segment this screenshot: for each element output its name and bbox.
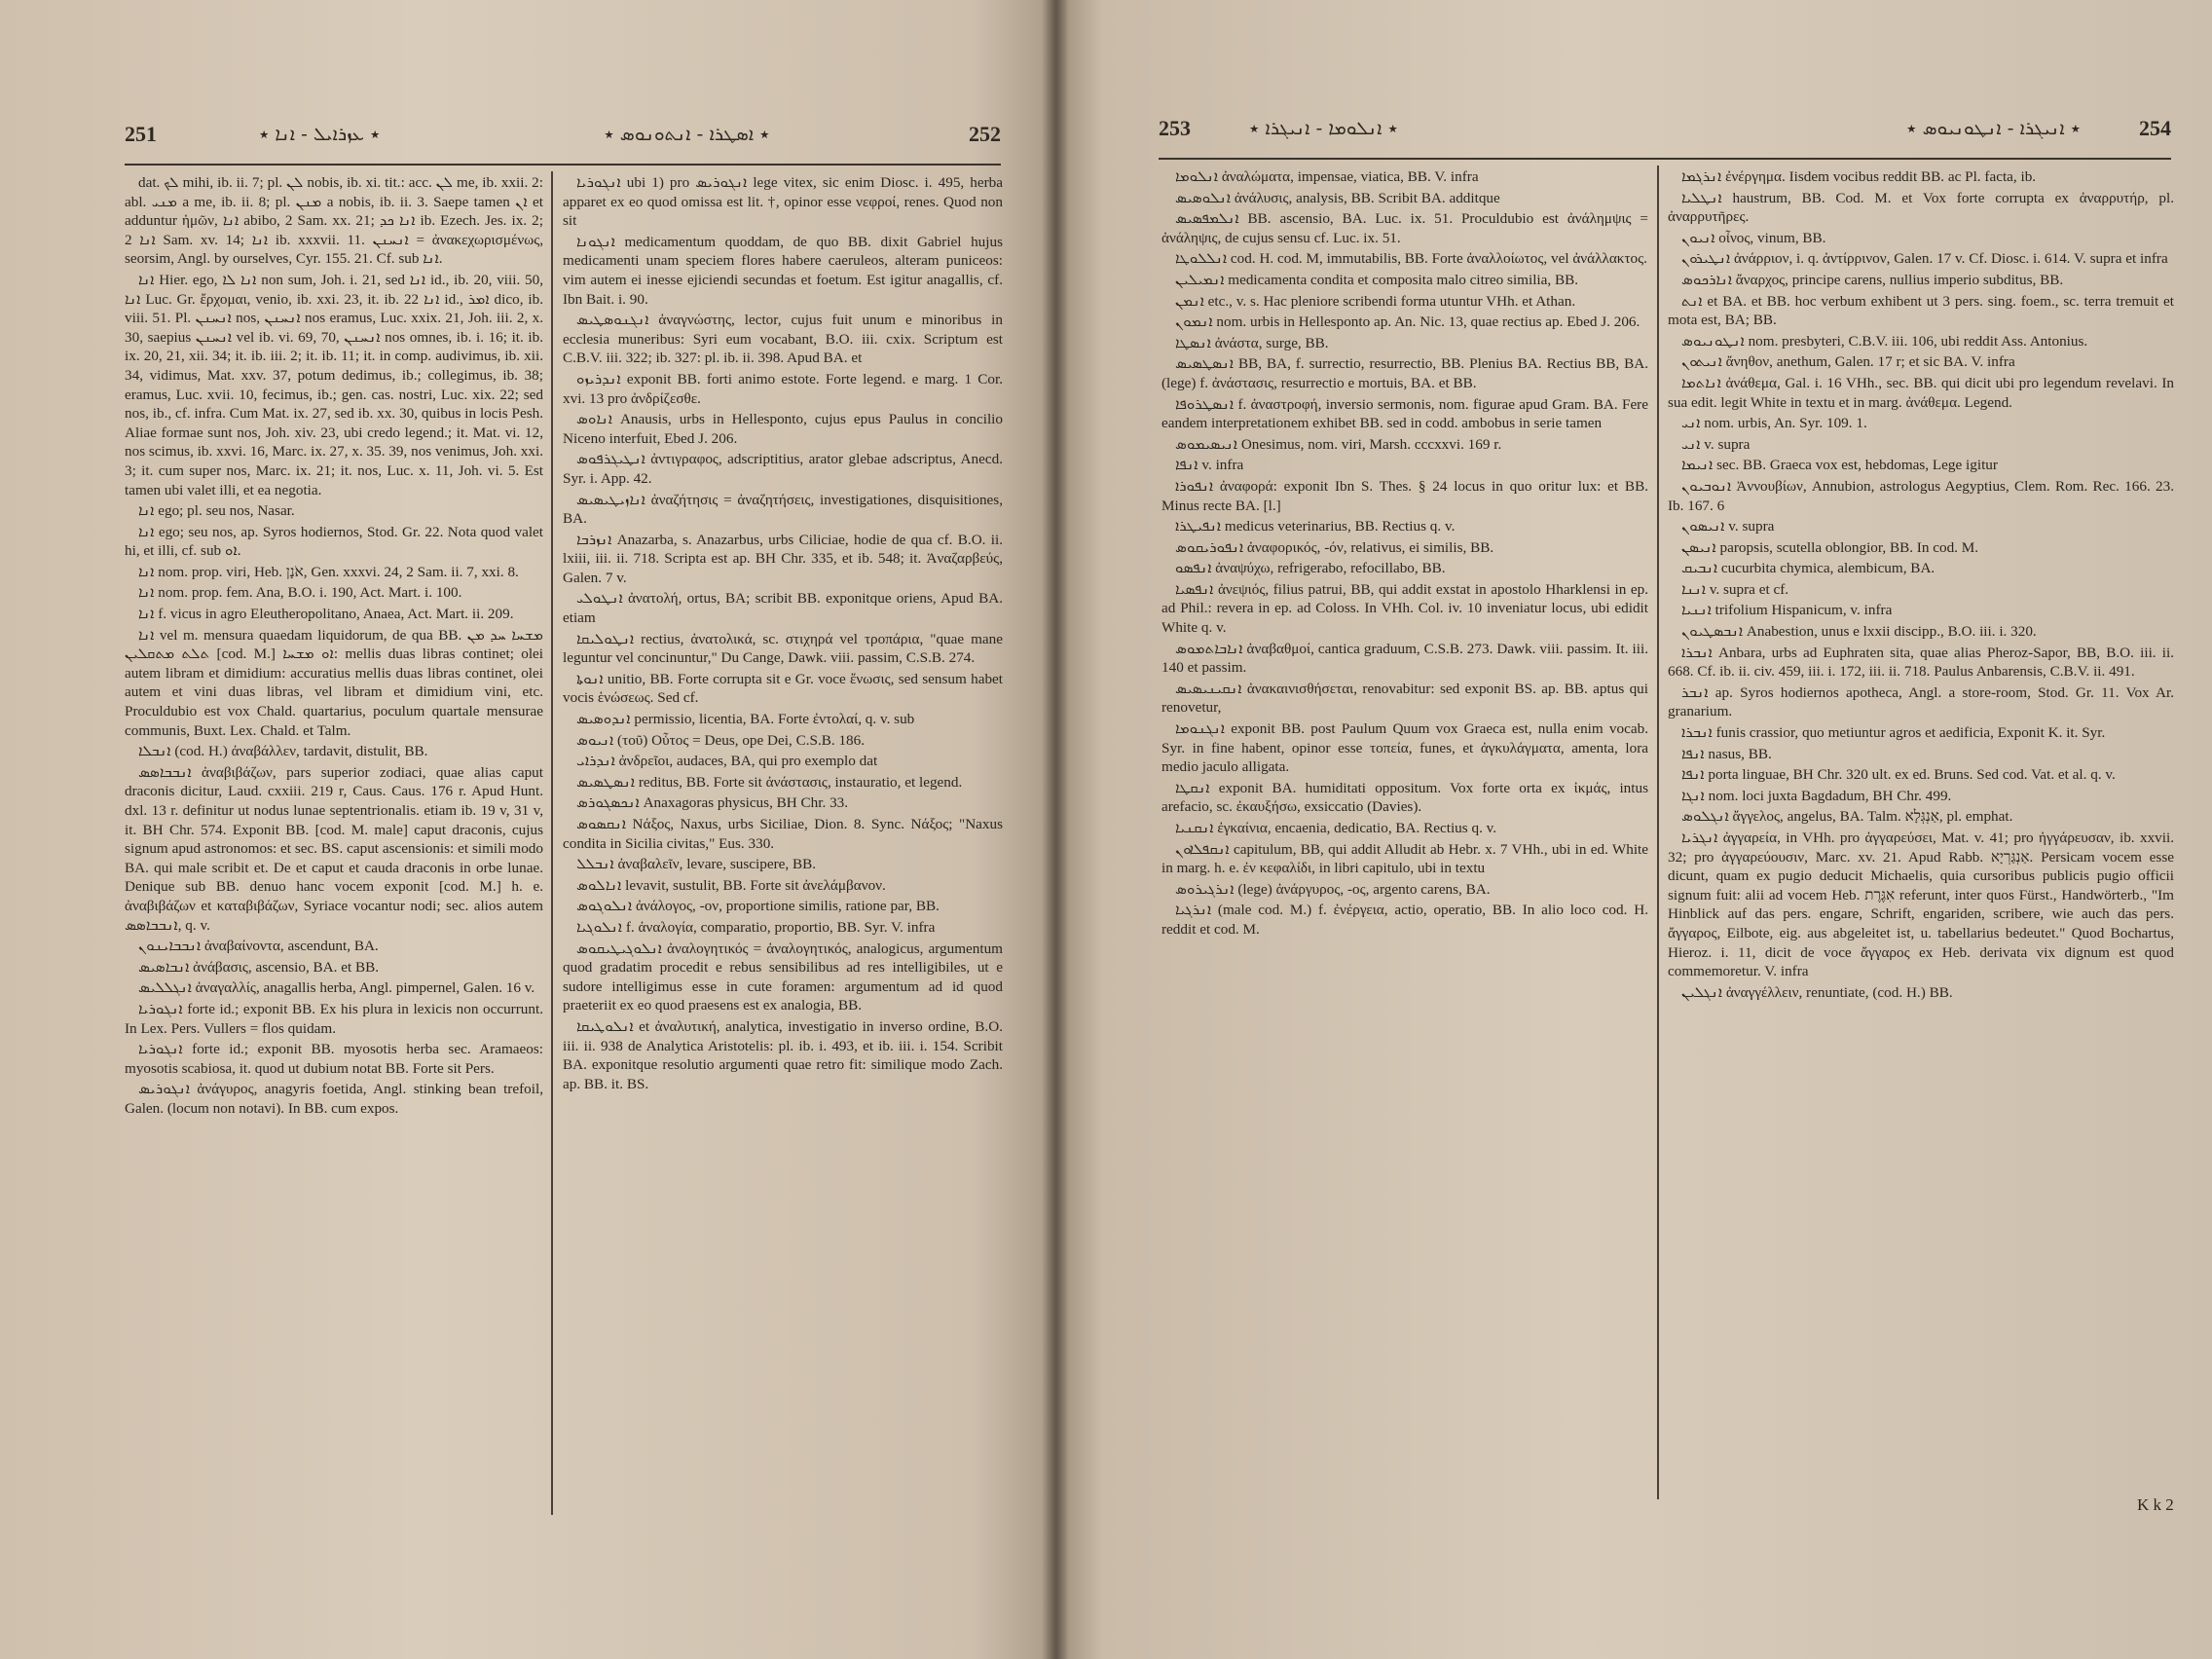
entry: ܐܢܓܘܪܝܐ forte id.; exponit BB. Ex his plura in lexicis non occurrunt. In Lex. Pers. Vullers = flos quidam. bbox=[125, 1000, 543, 1037]
entry: ܐܢܐ ego; seu nos, ap. Syros hodiernos, Stod. Gr. 22. Nota quod valet hi, et illi, cf. sub ܐܘ. bbox=[125, 523, 543, 560]
entry: ܐܢܡܘܢ nom. urbis in Hellesponto ap. An. Nic. 13, quae rectius ap. Ebed J. 206. bbox=[1175, 313, 1641, 331]
entry: ܐܢܛܠܝܐ haustrum, BB. Cod. M. et Vox forte corrupta ex ἀναρρυτήρ, pl. ἀναρρυτῆρες. bbox=[1668, 189, 2174, 226]
entry: ܐܢܦܐ v. infra bbox=[1175, 457, 1244, 474]
entry: ܐܢܣܛܣܝܣ BB, BA, f. surrectio, resurrectio, BB. Plenius BA. Rectius BB, BA. (lege) f. ἀνάστασις, resurrectio e mortuis, BA. et BB. bbox=[1161, 355, 1648, 391]
entry: ܐܢܒܠܠ ἀναβαλεῖν, levare, suscipere, BB. bbox=[576, 856, 817, 873]
entry: ܐܢܓܠܘܣ ἄγγελος, angelus, BA. Talm. אַנְגְּלָא, pl. emphat. bbox=[1681, 808, 2013, 826]
entry: ܐܢܝܘܢ οἶνος, vinum, BB. bbox=[1681, 229, 1826, 246]
entry: ܐܢܬ et BA. et BB. hoc verbum exhibent ut 3 pers. sing. foem., sc. terra tremuit et mota est, BA; BB. bbox=[1668, 292, 2174, 329]
entry: ܐܢܝܣܝܡܘܣ Onesimus, nom. viri, Marsh. cccxxvi. 169 r. bbox=[1175, 435, 1502, 453]
entry: ܐܢܠܘܣܝܣ ἀνάλυσις, analysis, BB. Scribit BA. additque bbox=[1175, 189, 1500, 206]
column-divider bbox=[551, 171, 553, 1515]
entry: ܐܢܦܣܘ ἀναψύχω, refrigerabo, refocillabo, BB. bbox=[1175, 560, 1446, 577]
entry: ܐܢܓܘܢܐ medicamentum quoddam, de quo BB. dixit Gabriel hujus medicamenti unam speciem flores habere caeruleos, alteram puniceos: vim autem ei inesse ejiciendi secundas et foetum. Est igitur anagallis, cf. Ibn Bait. i. 90. bbox=[563, 233, 1003, 308]
entry: ܐܢܠܘܓܝܛܝܩܘܣ ἀναλογητικός = ἀναλογητικός, analogicus, argumentum quod gradatim procedit e rebus sensibilibus ad res intelligibiles, ut e sudore intelligimus esse in cute foramen: argumentum ad id quod praeteriit ex eo quod praesens est ex analogia, BB. bbox=[563, 940, 1003, 1014]
text-column bbox=[125, 173, 543, 1523]
text-column bbox=[563, 173, 1003, 1523]
entry: ܐܢܓܘܪܝܐ ubi 1) pro ܐܢܓܘܪܝܣ lege vitex, sic enim Diosc. i. 495, herba apparet ex eo quod omissa est lit. †, opinor esse νεφροί, renes. Quod non sit bbox=[563, 174, 1003, 230]
entry: ܐܢܐܪܟܘܣ ἄναρχος, principe carens, nullius imperio subditus, BB. bbox=[1681, 271, 2064, 288]
entry: ܐܢܪܓܡܐ ἐνέργημα. Iisdem vocibus reddit BB. ac Pl. facta, ib. bbox=[1681, 168, 2037, 185]
entry: ܐܢܐ ego; pl. seu nos, Nasar. bbox=[138, 502, 295, 520]
entry: ܐܢܟܣܓܘܪܣ Anaxagoras physicus, BH Chr. 33. bbox=[576, 794, 849, 812]
entry: dat. ܠܟ mihi, ib. ii. 7; pl. ܠܢ nobis, ib. xi. tit.: acc. ܠܢ me, ib. xxii. 2: abl. ܡܢܝ a me, ib. ii. 8; pl. ܡܢܢ a nobis, ib. ii. 3. Saepe tamen ܐܢ et adduntur ἡμῶν, ܐܢܐ abibo, 2 Sam. xx. 21; ܐܢܐ ܟܕ ib. Ezech. Jes. ix. 2; ܐܢܐ 2 Sam. xv. 14; ܐܢܐ ib. xxxvii. 11. ܐܢܚܢܢ = ἀνακεχωρισμένως, seorsim, Angl. by ourselves, Cyr. 155. 21. Cf. sub ܐܢܐ. bbox=[125, 174, 543, 268]
entry: ܐܢܦܝܛܪܐ medicus veterinarius, BB. Rectius q. v. bbox=[1175, 518, 1456, 535]
entry: ܐܢܓܐ nom. loci juxta Bagdadum, BH Chr. 499. bbox=[1681, 787, 1952, 804]
text-column bbox=[1161, 167, 1648, 1523]
entry: ܐܢܓܢܘܡܐ exponit BB. post Paulum Quum vox Graeca est, nulla enim vocab. Syr. in fine habent, opinor esse τοπεία, funes, et ἀγκυλάγματα, amenta, lora medio jaculo alligata. bbox=[1161, 720, 1648, 776]
entry: ܐܢܦܘܪܝܩܘܣ ἀναφορικός, -όν, relativus, ei similis, BB. bbox=[1175, 538, 1494, 556]
right-page bbox=[1056, 0, 2212, 1659]
entry: ܐܢܝܣܢ paropsis, scutella oblongior, BB. In cod. M. bbox=[1681, 538, 1979, 556]
page-number: 251 bbox=[125, 122, 157, 146]
book-gutter bbox=[1042, 0, 1069, 1659]
entry: ܐܢܐܠܘܣ levavit, sustulit, BB. Forte sit ἀνελάμβανον. bbox=[576, 876, 886, 894]
entry: ܐܢܩܝܢܝܣܝܣ ἀνακαινισθήσεται, renovabitur: sed exponit BS. ap. BB. aptus qui renovetur, bbox=[1161, 680, 1648, 717]
entry: ܐܢܙܪܒܐ Anazarba, s. Anazarbus, urbs Ciliciae, hodie de qua cf. B.O. ii. lxiii, iii. ii. 718. Scripta est ap. BH Chr. 335, et ib. 548; it. Ἀναζαρβεύς, Galen. 7 v. bbox=[563, 531, 1003, 586]
entry: ܐܢܐ Hier. ego, ܐܢܐ ܠܐ non sum, Joh. i. 21, sed ܐܢܐ id., ib. 20, viii. 50, ܐܢܐ Luc. Gr. ἔρχομαι, venio, ib. xxi. 23, it. ib. 22 ܐܢܐ id., ܐܡܪ dico, ib. viii. 51. Pl. ܐܢܚܢܢ nos, ܐܢܚܢܢ nos eramus, Luc. xxix. 21, Joh. iii. 2, x. 30, saepius ܐܢܚܢܢ vel ib. vi. 69, 70, ܐܢܚܢܢ nos omnes, ib. i. 16; it. ib. ix. 20, 21, xii. 34; it. ib. iii. 2; it. ib. 11; it. in comp. audivimus, ib. xii. 34, vidimus, Mat. xxv. 37, potum dedimus, ib.; collegimus, ib. 38; eramus, Luc. xvii. 10, fecimus, ib.; gen. cas. nostri, Luc. xix. 22; sed nos, ib., cf. infra. Cum Mat. ix. 27, sed ib. xx. 30, quibus in locis Pesh. Aliae formae sunt nos, Joh. xiv. 23, ubi credo legend.; it. Mat. vi. 12, nos scimus, ib. xxvi. 16, Marc. ix. 27, x. 35. 39, nos venimus, Joh. xxi. 3; it. cum super nos, Marc. ix. 21; it. nos, Luc. x. 11, Joh. vi. 5. Est tamen ubi valet illi, et ea negotia. bbox=[125, 271, 543, 498]
entry: ܐܢܝ nom. urbis, An. Syr. 109. 1. bbox=[1681, 415, 1867, 432]
signature-mark: K k 2 bbox=[2137, 1495, 2174, 1514]
entry: ܐܢܢܝܐ trifolium Hispanicum, v. infra bbox=[1681, 602, 1893, 619]
entry: ܐܢܒܒܐܝܢܘܢ ἀναβαίνοντα, ascendunt, BA. bbox=[138, 938, 379, 955]
entry: ܐܢܝܘܣ (τοῦ) Οὗτος = Deus, ope Dei, C.S.B. 186. bbox=[576, 731, 866, 749]
entry: ܐܢܒܐܣܝܣ ἀνάβασις, ascensio, BA. et BB. bbox=[138, 958, 380, 976]
entry: ܐܢܘܬܐ unitio, BB. Forte corrupta sit e Gr. voce ἕνωσις, sed sensum habet vocis ἑνώσεως. Sed cf. bbox=[563, 670, 1003, 707]
entry: ܐܢܝܬܘܢ ἄνηθον, anethum, Galen. 17 r; et sic BA. V. infra bbox=[1681, 353, 2015, 371]
entry: ܐܢܓܠܝܢ ἀναγγέλλειν, renuntiate, (cod. H.) BB. bbox=[1681, 983, 1953, 1001]
entry: ܐܢܒܒܐܣܣ ἀναβιβάζων, pars superior zodiaci, quae alias caput draconis dicitur, Laud. cxxiii. 219 r, Caus. Caus. 176 r. Apud Hunt. dxl. 13 r. definitur ut nodus lunae septentrionalis. etiam ib. 19 v, 31 v, it. BH Chr. 574. Exponit BB. [cod. M. male] caput draconis, cujus signum apud astronomos: et sec. BS. caput ascensionis: et simili modo BA. qui male scribit et. De et caput et cauda draconis in orbe lunae. Denique sub BB. denuo hanc vocem exponit [cod. M.] h. e. ἀναβιβάζων et καταβιβάζων, Syriace vocantur nodi; sec. alios autem ܐܢܒܒܐܣܣ, q. v. bbox=[125, 763, 543, 934]
right-page-header bbox=[1159, 109, 2171, 148]
entry: ܐܢܛܘܠܝ ἀνατολή, ortus, BA; scribit BB. exponitque oriens, Apud BA. etiam bbox=[563, 590, 1003, 627]
page-number: 252 bbox=[969, 122, 1001, 146]
entry: ܐܢܡܝܠܝܢ medicamenta condita et composita malo citreo similia, BB. bbox=[1175, 271, 1579, 288]
entry: ܐܢܩܢܝܐ ἐγκαίνια, encaenia, dedicatio, BA. Rectius q. v. bbox=[1175, 820, 1497, 836]
entry: ܐܢܩܛܐ exponit BA. humiditati oppositum. Vox forte orta ex ἰκμάς, intus arefacio, sc. ἐκαυξήσω, exsiccatio (Davies). bbox=[1161, 779, 1648, 816]
entry: ܐܢܡܢ etc., v. s. Hac pleniore scribendi forma utuntur VHh. et Athan. bbox=[1175, 292, 1576, 310]
entry: ܐܢܒܝܩ cucurbita chymica, alembicum, BA. bbox=[1681, 560, 1936, 577]
entry: ܐܢܝܡܐ sec. BB. Graeca vox est, hebdomas, Lege igitur bbox=[1681, 457, 1998, 474]
running-head: ٭ ܐܢܠܘܡܐ - ܐܢܝܓܪܐ ٭ bbox=[1249, 118, 1398, 139]
entry: ܐܢܪܓܝܐ (male cod. M.) f. ἐνέργεια, actio, operatio, BB. In alio loco cod. H. reddit et cod. M. bbox=[1161, 902, 1648, 938]
entry: ܐܢܓܠܠܝܣ ἀναγαλλίς, anagallis herba, Angl. pimpernel, Galen. 16 v. bbox=[138, 979, 535, 997]
entry: ܐܢܣܛܪܘܦܐ f. ἀναστροφή, inversio sermonis, nom. figurae apud Gram. BA. Fere eandem interpretationem exhibet BB. sed in codd. ambobus in serie tamen bbox=[1161, 395, 1648, 432]
entry: ܐܢܕܪܝܙܘ exponit BB. forti animo estote. Forte legend. e marg. 1 Cor. xvi. 13 pro ἀνδρίζεσθε. bbox=[563, 370, 1003, 407]
entry: ܐܢܓܪܝܐ ἀγγαρεία, in VHh. pro ἀγγαρεύσει, Mat. v. 41; pro ἠγγάρευσαν, ib. xxvii. 32; pro ἀγγαρεύουσιν, Marc. xv. 21. Apud Rabb. אַנְגַּרְיָא. Persicam vocem esse dicunt, quam ex pugio deducit Michaelis, quia cursoribus publicis pugio officii signum fuit: alii ad vocem Heb. אִגֶּרֶת referunt, inter quos Fürst., Handwörterb., "Im Hinblick auf das pers. engare, Schrift, engariden, scribere, wie auch das pers. ἄγγαρος, Eilbote, eig. aus abgeleitet ist, u. tabellarius bedeutet." Quod Bochartus, Hieroz. i. 11, dicit de voce ἄγγαρος ex Heb. derivata vix dignum est quod commemoretur. V. infra bbox=[1668, 830, 2174, 980]
entry: ܐܢܒܠܐ (cod. H.) ἀναβάλλεν, tardavit, distulit, BB. bbox=[138, 743, 428, 760]
left-page bbox=[0, 0, 1056, 1659]
left-page-header bbox=[125, 115, 1001, 154]
header-rule bbox=[1159, 158, 2171, 160]
page-number: 254 bbox=[2139, 116, 2171, 140]
entry: ܐܢܐ nom. prop. fem. Ana, B.O. i. 190, Act. Mart. i. 100. bbox=[138, 584, 462, 602]
running-head: ٭ ܥܙܪܐܝܠ - ܐܢܐ ٭ bbox=[259, 124, 381, 145]
entry: ܐܢܛܝܪܘܢ ἀνάρριον, i. q. ἀντίρρινον, Galen. 17 v. Cf. Diosc. i. 614. V. supra et infra bbox=[1681, 250, 2168, 268]
running-head: ٭ ܐܣܛܪܐ - ܐܢܬܘܢܘܣ ٭ bbox=[604, 124, 770, 145]
running-head: ٭ ܐܢܝܓܪܐ - ܐܢܛܘܢܝܘܣ ٭ bbox=[1906, 118, 2081, 139]
entry: ܐܢܦܘܪܐ ἀναφορά: exponit Ibn S. Thes. § 24 locus in quo oritur lux: et BB. Minus recte BA. [l.] bbox=[1161, 477, 1648, 514]
entry: ܐܢܘܒܝܘܢ Ἀννουβίων, Annubion, astrologus Aegyptius, Clem. Rom. Rec. 166. 23. Ib. 167. 6 bbox=[1668, 477, 2174, 514]
entry: ܐܢܓܘܪܝܐ forte id.; exponit BB. myosotis herba sec. Aramaeos: myosotis scabiosa, it. quod ut dubium notat BB. Forte sit Pers. bbox=[125, 1041, 543, 1077]
entry: ܐܢܦܐ porta linguae, BH Chr. 320 ult. ex ed. Bruns. Sed cod. Vat. et al. q. v. bbox=[1681, 766, 2116, 784]
entry: ܐܢܛܘܢܝܘܣ nom. presbyteri, C.B.V. iii. 106, ubi reddit Ass. Antonius. bbox=[1681, 332, 2088, 350]
entry: ܐܢܠܘܛܝܩܐ et ἀναλυτική, analytica, investigatio in inverso ordine, B.O. iii. ii. 938 de Analytica Aristotelis: pl. ib. i. 493, et ib. iii. i. 154. Scribit BA. exponitque resolutio argumenti quae retro fit: similique modo Zach. ap. BB. it. BS. bbox=[563, 1017, 1003, 1092]
entry: ܐܢܐܘܣ Anausis, urbs in Hellesponto, cujus epus Paulus in concilio Niceno interfuit, Ebed J. 206. bbox=[563, 411, 1003, 447]
entry: ܐܢܩܣܘܣ Νάξος, Naxus, urbs Siciliae, Dion. 8. Sync. Νάξος; "Naxus condita in Sicilia civitas," Eus. 330. bbox=[563, 816, 1003, 852]
entry: ܐܢܐܙܝܛܝܣܝܣ ἀναζήτησις = ἀναζητήσεις, investigationes, disquisitiones, BA. bbox=[563, 491, 1003, 528]
entry: ܐܢܠܘܓܝܐ f. ἀναλογία, comparatio, proportio, BB. Syr. V. infra bbox=[576, 918, 936, 936]
entry: ܐܢܠܡܦܣܝܣ BB. ascensio, BA. Luc. ix. 51. Proculdubio est ἀνάλημψις = ἀνάληψις, de cujus sensu cf. Luc. ix. 51. bbox=[1161, 210, 1648, 246]
entry: ܐܢܐܬܡܐ ἀνάθεμα, Gal. i. 16 VHh., sec. BB. qui dicit ubi pro legendum revelavi. In sua edit. legit White in textu et in marg. ἀνάθεμα. Legend. bbox=[1668, 374, 2174, 411]
entry: ܐܢܣܛܣܝܣ reditus, BB. Forte sit ἀνάστασις, instauratio, et legend. bbox=[576, 773, 963, 791]
entry: ܐܢܣܛܐ ἀνάστα, surge, BB. bbox=[1175, 334, 1329, 351]
entry: ܐܢܦܣܝܐ ἀνεψιός, filius patrui, BB, qui addit exstat in apostolo Hharklensi in ep. ad Phil.: revera in ep. ad Coloss. In VHh. Col. iv. 10 inveniatur locus, ubi edidit White q. v. bbox=[1161, 580, 1648, 637]
entry: ܐܢܠܠܘܛܐ cod. H. cod. M, immutabilis, BB. Forte ἀναλλοίωτος, vel ἀνάλλακτος. bbox=[1175, 250, 1647, 268]
entry: ܐܢܐܒܐܬܡܘܣ ἀναβαθμοί, cantica graduum, C.S.B. 273. Dawk. viii. passim. It. iii. 140 et passim. bbox=[1161, 640, 1648, 677]
entry: ܐܢܕܘܣܝܣ permissio, licentia, BA. Forte ἐντολαί, q. v. sub bbox=[576, 711, 915, 728]
text-column bbox=[1668, 167, 2174, 1523]
entry: ܐܢܠܘܡܐ ἀναλώματα, impensae, viatica, BB. V. infra bbox=[1175, 168, 1479, 185]
entry: ܐܢܒܪܐ funis crassior, quo metiuntur agros et aedificia, Exponit K. it. Syr. bbox=[1681, 724, 2106, 742]
entry: ܐܢܒܪ ap. Syros hodiernos apotheca, Angl. a store-room, Stod. Gr. 11. Vox Ar. granarium. bbox=[1668, 683, 2174, 720]
entry: ܐܢܐ nom. prop. viri, Heb. אֹנָן, Gen. xxxvi. 24, 2 Sam. ii. 7, xxi. 8. bbox=[138, 563, 519, 580]
entry: ܐܢܝܣܘܢ v. supra bbox=[1681, 518, 1775, 535]
entry: ܐܢܪܓܝܪܘܣ (lege) ἀνάργυρος, -ος, argento carens, BA. bbox=[1175, 880, 1491, 898]
entry: ܐܢܐ f. vicus in agro Eleutheropolitano, Anaea, Act. Mart. ii. 209. bbox=[138, 606, 514, 623]
page-number: 253 bbox=[1159, 116, 1191, 140]
column-divider bbox=[1657, 166, 1659, 1499]
entry: ܐܢܐ vel m. mensura quaedam liquidorum, de qua BB. ܡܫܚܐ ܚܕ ܡܢ ܬܠܬ ܡܬܩܠܝܢ [cod. M.] ܐܘ ܡܫܚܐ: mellis duas libras continet; olei autem libram et dimidium: accuratius mellis duas libras continet, olei autem et vini duas libras, vel libram et dimidium vini, etc. Proculdubio est vox Chald. quartarius, poculum quartale mensurae communis, Buxt. Lex. Chald. et Talm. bbox=[125, 626, 543, 739]
entry: ܐܢܢܐ v. supra et cf. bbox=[1681, 580, 1789, 598]
entry: ܐܢܝ v. supra bbox=[1681, 435, 1751, 453]
header-rule bbox=[125, 164, 1001, 166]
entry: ܐܢܛܘܠܝܩܐ rectius, ἀνατολικά, sc. στιχηρά vel τροπάρια, "quae mane leguntur vel concinuntur," Du Cange, Dawk. viii. passim, C.S.B. 274. bbox=[563, 630, 1003, 667]
entry: ܐܢܠܘܓܘܣ ἀνάλογος, -ον, proportione similis, ratione par, BB. bbox=[576, 898, 940, 915]
entry: ܐܢܓܢܘܣܛܝܣ ἀναγνώστης, lector, cujus fuit unum e minoribus in ecclesia muneribus: Syri eum vocabant, B.O. iii. cxix. Scriptum est C.B.V. iii. 322; ib. 327: pl. ib. ii. 398. Apud BA. et bbox=[563, 312, 1003, 367]
entry: ܐܢܛܝܓܪܦܘܣ ἀντιγραφος, adscriptitius, arator glebae adscriptus, Anecd. Syr. i. App. 42. bbox=[563, 451, 1003, 487]
entry: ܐܢܩܦܠܐܘܢ capitulum, BB, qui addit Alludit ab Hebr. x. 7 VHh., ubi in ed. White in marg. h. e. ἐν κεφαλίδι, in libri capitulo, ubi in textu bbox=[1161, 840, 1648, 877]
entry: ܐܢܦܐ nasus, BB. bbox=[1681, 745, 1772, 762]
entry: ܐܢܕܪܐܝ ἀνδρεῖοι, audaces, BA, qui pro exemplo dat bbox=[576, 753, 878, 770]
entry: ܐܢܓܘܪܝܣ ἀνάγυρος, anagyris foetida, Angl. stinking bean trefoil, Galen. (locum non notavi). In BB. cum expos. bbox=[125, 1081, 543, 1117]
entry: ܐܢܒܪܐ Anbara, urbs ad Euphraten sita, quae alias Pheroz-Sapor, BB, B.O. iii. ii. 668. Cf. ib. ii. civ. 459, iii. i. 172, iii. ii. 718. Paulus Anbarensis, C.B.V. ii. 491. bbox=[1668, 644, 2174, 681]
entry: ܐܢܒܣܛܝܘܢ Anabestion, unus e lxxii discipp., B.O. iii. i. 320. bbox=[1681, 623, 2037, 641]
